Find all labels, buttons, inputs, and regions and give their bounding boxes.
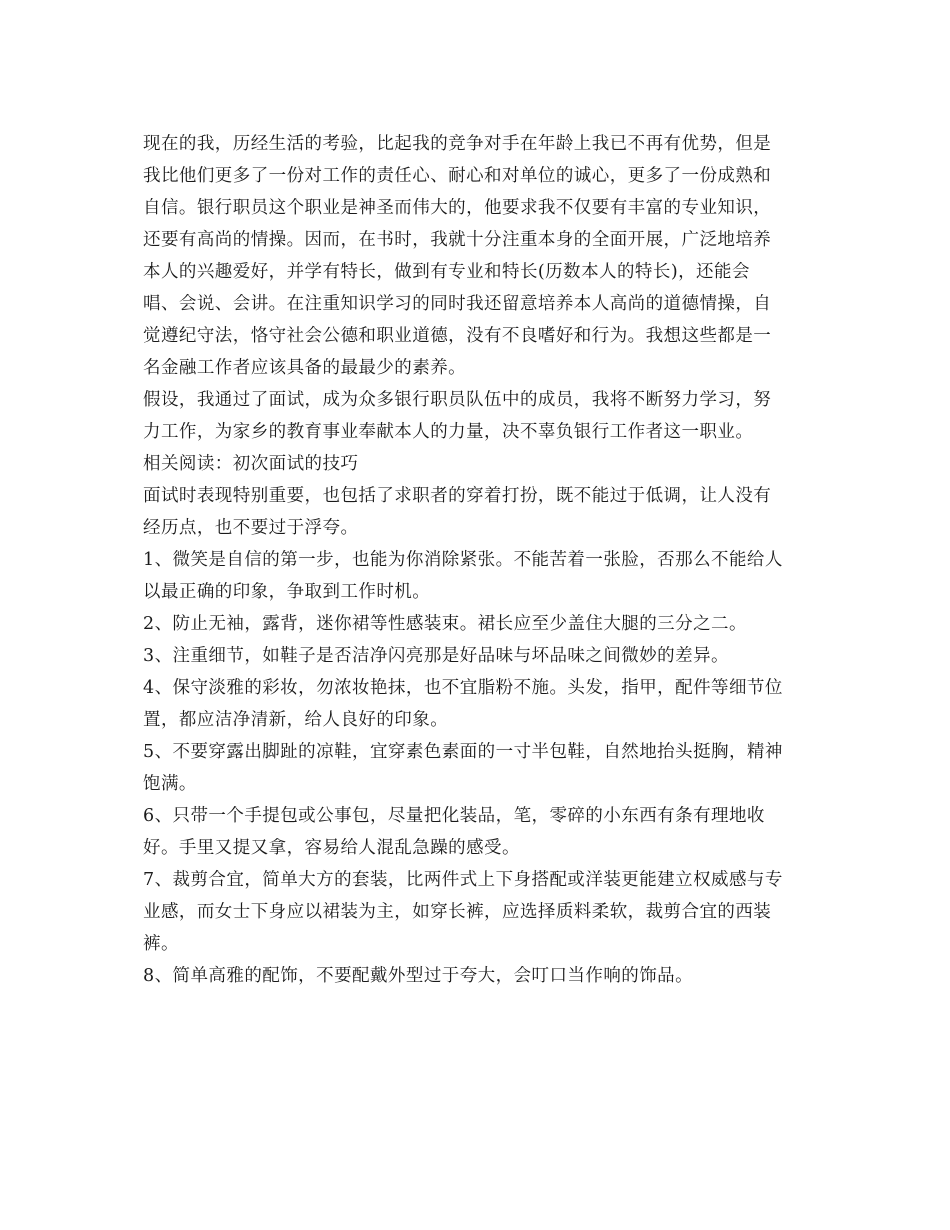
text-line: 力工作，为家乡的教育事业奉献本人的力量，决不辜负银行工作者这一职业。 xyxy=(143,422,754,442)
text-line: 本人的兴趣爱好，并学有特长，做到有专业和特长(历数本人的特长)，还能会 xyxy=(143,262,750,282)
text-line: 面试时表现特别重要，也包括了求职者的穿着打扮，既不能过于低调，让人没有 xyxy=(143,486,772,506)
text-line: 觉遵纪守法，恪守社会公德和职业道德，没有不良嗜好和行为。我想这些都是一 xyxy=(143,326,772,346)
section-heading: 相关阅读：初次面试的技巧 xyxy=(143,454,359,474)
body-text xyxy=(143,128,813,992)
list-item-line: 业感，而女士下身应以裙装为主，如穿长裤，应选择质料柔软，裁剪合宜的西装 xyxy=(143,902,772,922)
list-item-line: 6、只带一个手提包或公事包，尽量把化装品，笔，零碎的小东西有条有理地收 xyxy=(143,806,765,826)
list-item-line: 8、简单高雅的配饰，不要配戴外型过于夸大，会叮口当作响的饰品。 xyxy=(143,966,694,986)
text-line: 我比他们更多了一份对工作的责任心、耐心和对单位的诚心，更多了一份成熟和 xyxy=(143,166,772,186)
list-item-line: 4、保守淡雅的彩妆，勿浓妆艳抹，也不宜脂粉不施。头发，指甲，配件等细节位 xyxy=(143,678,783,698)
text-line: 假设，我通过了面试，成为众多银行职员队伍中的成员，我将不断努力学习，努 xyxy=(143,390,772,410)
list-item-line: 7、裁剪合宜，简单大方的套装，比两件式上下身搭配或洋装更能建立权威感与专 xyxy=(143,870,783,890)
list-item-line: 3、注重细节，如鞋子是否洁净闪亮那是好品味与坏品味之间微妙的差异。 xyxy=(143,646,729,666)
list-item-line: 2、防止无袖，露背，迷你裙等性感装束。裙长应至少盖住大腿的三分之二。 xyxy=(143,614,747,634)
text-line: 唱、会说、会讲。在注重知识学习的同时我还留意培养本人高尚的道德情操，自 xyxy=(143,294,772,314)
list-item-line: 1、微笑是自信的第一步，也能为你消除紧张。不能苦着一张脸，否那么不能给人 xyxy=(143,550,783,570)
list-item-line: 饱满。 xyxy=(143,774,197,794)
text-line: 自信。银行职员这个职业是神圣而伟大的，他要求我不仅要有丰富的专业知识， xyxy=(143,198,772,218)
text-line: 现在的我，历经生活的考验，比起我的竞争对手在年龄上我已不再有优势，但是 xyxy=(143,134,772,154)
text-line: 经历点，也不要过于浮夸。 xyxy=(143,518,359,538)
text-line: 还要有高尚的情操。因而，在书时，我就十分注重本身的全面开展，广泛地培养 xyxy=(143,230,772,250)
list-item-line: 置，都应洁净清新，给人良好的印象。 xyxy=(143,710,449,730)
text-line: 名金融工作者应该具备的最最少的素养。 xyxy=(143,358,467,378)
list-item-line: 好。手里又提又拿，容易给人混乱急躁的感受。 xyxy=(143,838,520,858)
list-item-line: 裤。 xyxy=(143,934,179,954)
list-item-line: 以最正确的印象，争取到工作时机。 xyxy=(143,582,431,602)
list-item-line: 5、不要穿露出脚趾的凉鞋，宜穿素色素面的一寸半包鞋，自然地抬头挺胸，精神 xyxy=(143,742,783,762)
